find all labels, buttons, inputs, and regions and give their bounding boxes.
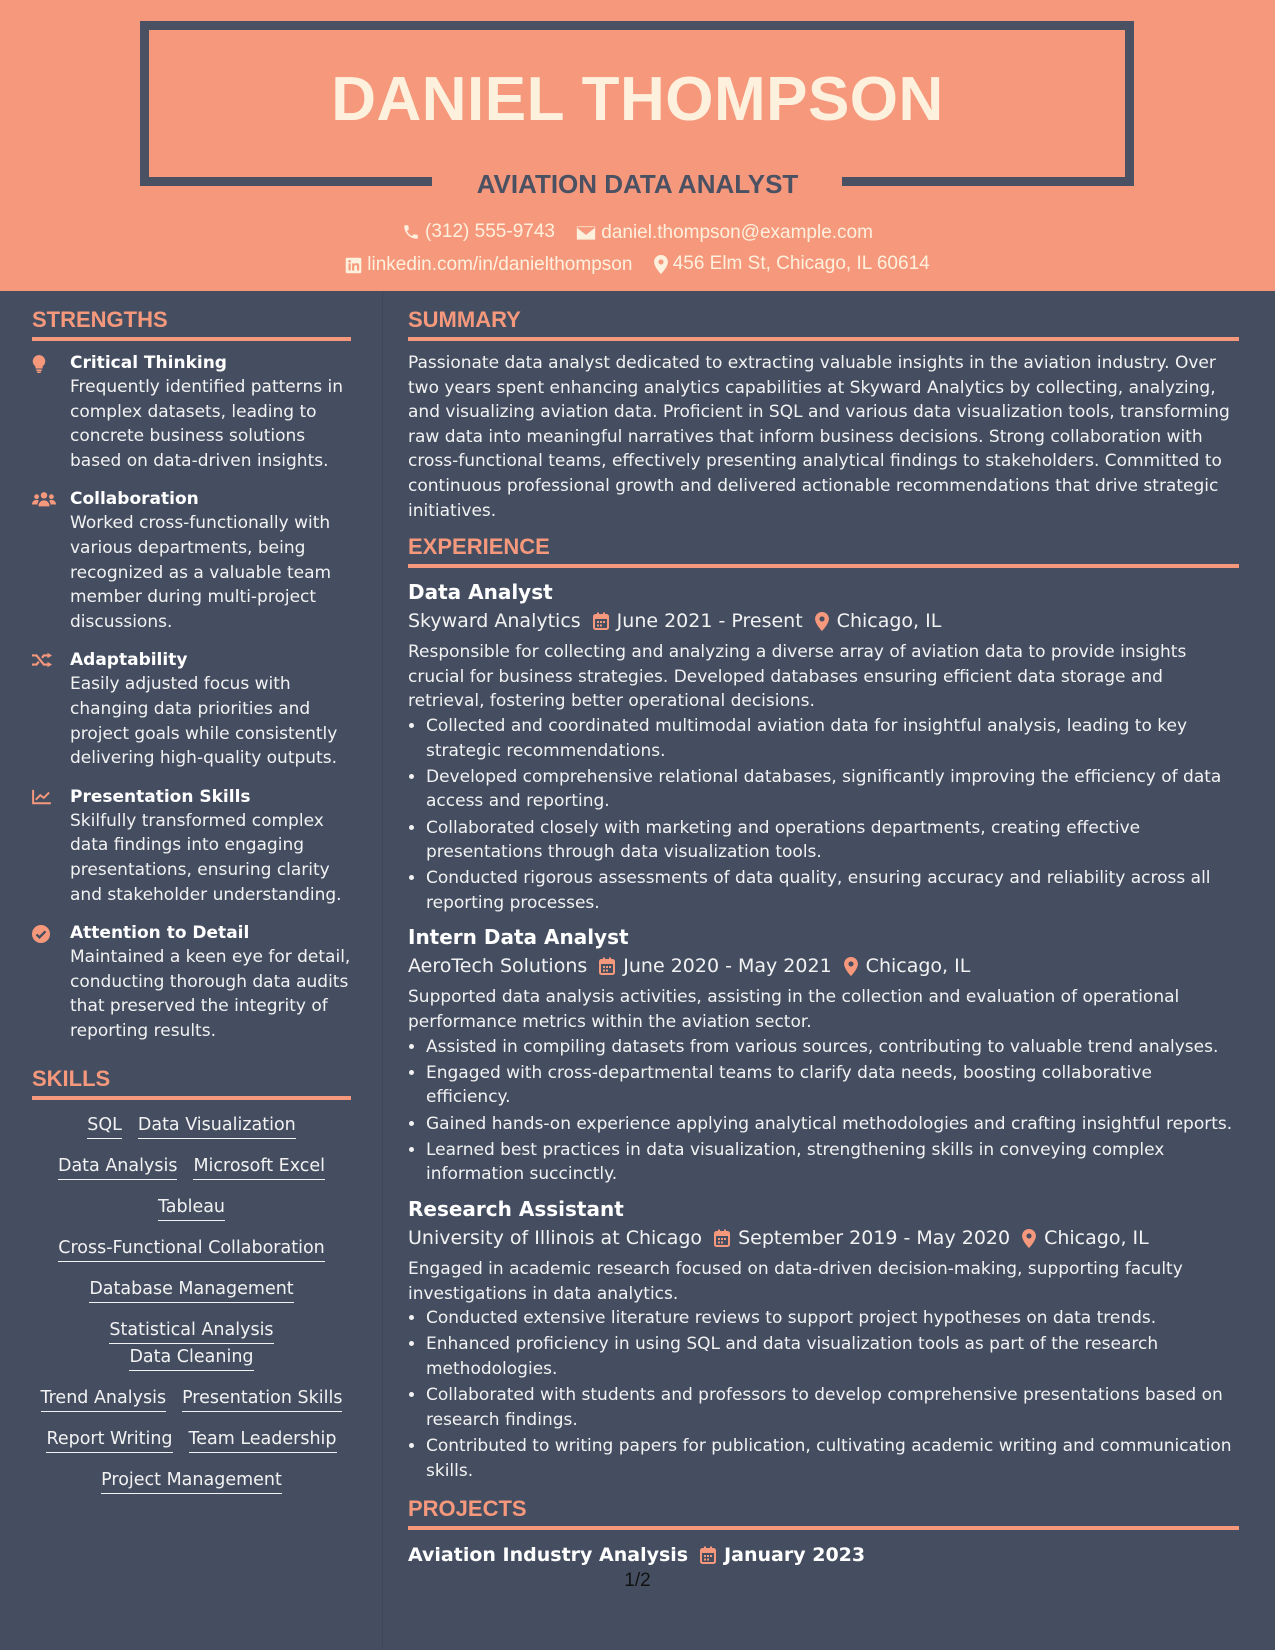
skill-tag: Report Writing [46,1426,172,1453]
calendar-icon [593,612,609,630]
check-circle-icon [32,925,50,943]
job-entry [408,1195,1239,1483]
skill-tag: Cross-Functional Collaboration [58,1235,325,1262]
skill-tag: Statistical Analysis [109,1317,273,1344]
job-entry [408,578,1239,915]
skill-tag: Tableau [158,1194,225,1221]
users-icon [32,491,56,507]
strength-title: Critical Thinking [70,353,227,373]
job-role: Data Analyst [408,580,553,605]
project-entry [408,1540,1239,1570]
job-bullet: • Learned best practices in data visualization, strengthening skills in conveying complex information succinctly. [426,1138,1239,1187]
job-title: AVIATION DATA ANALYST [476,169,799,199]
skills-heading: SKILLS [32,1065,351,1100]
linkedin-text: linkedin.com/in/danielthompson [367,254,633,275]
address-item [654,251,930,277]
strength-desc: Skilfully transformed complex data findings into engaging presentations, ensuring clarity and stakeholder understanding. [70,810,342,905]
contact-line-1 [0,219,1275,249]
phone-text: (312) 555-9743 [425,221,555,242]
left-column [32,306,351,1508]
skill-tag: Team Leadership [189,1426,337,1453]
map-pin-icon [815,612,829,631]
email-text: daniel.thompson@example.com [601,222,873,243]
experience-heading: EXPERIENCE [408,533,1239,568]
job-location: Chicago, IL [836,610,942,633]
job-bullet: • Engaged with cross-departmental teams to clarify data needs, boosting collaborative efficiency. [426,1061,1239,1110]
strength-item [32,487,351,634]
calendar-icon [599,957,615,975]
job-bullet: • Contributed to writing papers for publication, cultivating academic writing and communication skills. [426,1434,1239,1483]
skill-tag: Data Cleaning [129,1344,253,1371]
job-description: Engaged in academic research focused on data-driven decision-making, supporting faculty investigations in data analytics. [408,1259,1183,1304]
job-company: University of Illinois at Chicago [408,1227,703,1249]
projects-heading: PROJECTS [408,1495,1239,1530]
linkedin-item[interactable] [345,252,632,278]
strength-item [32,648,351,770]
strength-title: Presentation Skills [70,786,251,807]
strength-item [32,785,351,907]
job-description: Responsible for collecting and analyzing a diverse array of aviation data to provide insights crucial for business strategies. Developed databases ensuring efficient data storage and retrieval, fostering better operational decisions. [408,642,1187,712]
job-bullet: • Assisted in compiling datasets from various sources, contributing to valuable trend analyses. [426,1035,1239,1060]
job-dates: June 2020 - May 2021 [623,955,832,978]
job-bullet: • Collaborated closely with marketing and operations departments, creating effective presentations through data visualization tools. [426,816,1239,865]
skills-list [32,1110,351,1494]
skill-tag: Microsoft Excel [193,1153,325,1180]
candidate-name: DANIEL THOMPSON [331,65,944,134]
project-title: Aviation Industry Analysis [408,1544,689,1567]
contact-line-2 [0,251,1275,282]
project-date: January 2023 [724,1544,866,1567]
job-location: Chicago, IL [1044,1227,1149,1249]
skill-tag: Data Analysis [58,1153,177,1180]
map-pin-icon [1022,1229,1036,1248]
summary-text: Passionate data analyst dedicated to extracting valuable insights in the aviation industry. Over two years spent enhancing analytics capabilities at Skyward Analytics by collecting, analyzing, and visualizing aviation data. Proficient in SQL and various data visualization tools, transforming raw data into meaningful narratives that inform business decisions. Strong collaboration with cross-functional teams, effectively presenting analytical findings to stakeholders. Committed to continuous professional growth and delivered actionable recommendations that drive strategic initiatives. [408,353,1230,521]
right-column [408,306,1239,1570]
lightbulb-icon [32,355,46,373]
job-bullet: • Collaborated with students and professors to develop comprehensive presentations based on research findings. [426,1383,1239,1432]
job-dates: June 2021 - Present [616,610,803,633]
header [0,0,1275,291]
skill-tag: SQL [87,1112,122,1139]
strength-title: Collaboration [70,489,199,510]
skill-tag: Project Management [101,1467,282,1494]
email-item[interactable] [576,220,873,246]
map-pin-icon [654,255,668,274]
summary-heading: SUMMARY [408,306,1239,341]
skill-tag: Trend Analysis [41,1385,167,1412]
address-text: 456 Elm St, Chicago, IL 60614 [672,253,930,274]
envelope-icon [576,225,596,241]
shuffle-icon [32,652,52,668]
job-location: Chicago, IL [865,955,971,978]
map-pin-icon [844,957,858,976]
strength-desc: Worked cross-functionally with various departments, being recognized as a valuable team member during multi-project discussions. [70,513,332,632]
job-bullet: • Collected and coordinated multimodal aviation data for insightful analysis, leading to key strategic recommendations. [426,714,1239,763]
strength-desc: Easily adjusted focus with changing data priorities and project goals while consistently delivering high-quality outputs. [70,674,338,769]
job-role: Research Assistant [408,1197,624,1221]
job-bullet: • Gained hands-on experience applying analytical methodologies and crafting insightful reports. [426,1112,1239,1137]
strength-title: Adaptability [70,650,188,671]
job-bullet: • Developed comprehensive relational databases, significantly improving the efficiency of data access and reporting. [426,765,1239,814]
strength-title: Attention to Detail [70,923,250,944]
job-entry [408,923,1239,1187]
job-bullet: • Conducted extensive literature reviews to support project hypotheses on data trends. [426,1306,1239,1331]
strength-desc: Frequently identified patterns in complex datasets, leading to concrete business solutions based on data-driven insights. [70,377,343,471]
job-description: Supported data analysis activities, assisting in the collection and evaluation of operational performance metrics within the aviation sector. [408,987,1180,1033]
skill-tag: Data Visualization [138,1112,296,1139]
calendar-icon [700,1546,716,1564]
page-number: 1/2 [624,1570,651,1591]
chart-line-icon [32,789,52,805]
phone-icon [402,223,420,241]
job-role: Intern Data Analyst [408,925,629,950]
job-bullet: • Conducted rigorous assessments of data quality, ensuring accuracy and reliability across all reporting processes. [426,866,1239,915]
phone-item[interactable] [402,219,555,245]
linkedin-icon [345,257,362,274]
calendar-icon [714,1229,730,1247]
strength-item [32,351,351,473]
skill-tag: Presentation Skills [182,1385,342,1412]
skill-tag: Database Management [89,1276,293,1303]
job-company: AeroTech Solutions [408,955,588,978]
job-bullet: • Enhanced proficiency in using SQL and data visualization tools as part of the research methodologies. [426,1332,1239,1381]
strength-item [32,921,351,1043]
job-company: Skyward Analytics [408,610,581,633]
strength-desc: Maintained a keen eye for detail, conducting thorough data audits that preserved the integrity of reporting results. [70,947,351,1041]
strengths-heading: STRENGTHS [32,306,351,341]
job-dates: September 2019 - May 2020 [738,1227,1011,1249]
